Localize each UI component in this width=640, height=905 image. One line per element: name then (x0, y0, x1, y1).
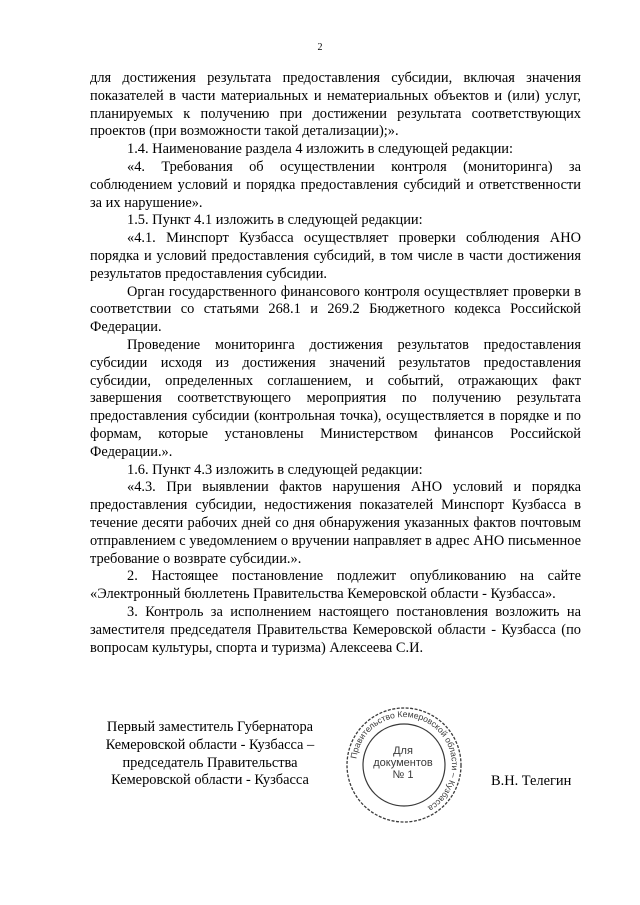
stamp-ring-text: Правительство Кемеровской области – Кузбасса (348, 708, 461, 814)
paragraph-2: 1.4. Наименование раздела 4 изложить в следующей редакции: (127, 141, 513, 158)
paragraph-11: 3. Контроль за исполнением настоящего постановления возложить на заместителя председателя Правительства Кемеровской области - Кузбасса (по вопросам культуры, спорта и туризма) Алексеева С.И. (90, 603, 581, 656)
signatory-title-line: Первый заместитель Губернатора (106, 719, 314, 735)
stamp-line: документов (373, 757, 433, 769)
stamp-line: № 1 (392, 769, 414, 781)
signatory-title-line: председатель Правительства (122, 754, 298, 771)
paragraph-6: Орган государственного финансового контроля осуществляет проверки в соответствии со статьями 268.1 и 269.2 Бюджетного кодекса Российской Федерации. (90, 283, 581, 336)
paragraph-8: 1.6. Пункт 4.3 изложить в следующей редакции: (127, 461, 423, 478)
paragraph-7: Проведение мониторинга достижения результатов предоставления субсидии исходя из достижения значений результатов предоставления субсидии, определенных соглашением, и событий, отражающих факт завершения соответствующего мероприятия по получению результата предоставления субсидии (контрольная точка), осуществляется в порядке и по формам, которые установлены Министерством финансов Российской Федерации.». (90, 336, 581, 460)
signatory-title-line: Кемеровской области - Кузбасса (111, 772, 309, 789)
signatory-title-line: Кемеровской области - Кузбасса – (105, 736, 315, 753)
page-number: 2 (317, 42, 323, 53)
paragraph-1: для достижения результата предоставления субсидии, включая значения показателей в части материальных и нематериальных объектов и (или) услуг, планируемых к получению при достижении результата соответствующих проектов (при возможности такой детализации);». (90, 70, 581, 140)
document-body (90, 70, 581, 657)
stamp-label (372, 745, 434, 785)
paragraph-3: «4. Требования об осуществлении контроля (мониторинга) за соблюдением условий и порядка предоставления субсидий и ответственности за их нарушение». (90, 158, 581, 211)
signatory-title (92, 719, 328, 790)
stamp-line: Для (393, 745, 413, 757)
paragraph-5: «4.1. Минспорт Кузбасса осуществляет проверки соблюдения АНО порядка и условий предоставления субсидий, в том числе в части достижения результатов предоставления субсидии. (90, 230, 581, 282)
paragraph-10: 2. Настоящее постановление подлежит опубликованию на сайте «Электронный бюллетень Правительства Кемеровской области - Кузбасса». (90, 568, 581, 603)
signatory-name: В.Н. Телегин (491, 773, 572, 789)
paragraph-9: «4.3. При выявлении фактов нарушения АНО условий и порядка предоставления субсидии, недостижения показателей Минспорт Кузбасса в течение десяти рабочих дней со дня обнаружения указанных фактов почтовым отправлением с уведомлением о вручении направляет в адрес АНО письменное требование о возврате субсидии.». (90, 479, 581, 567)
paragraph-4: 1.5. Пункт 4.1 изложить в следующей редакции: (127, 212, 423, 229)
